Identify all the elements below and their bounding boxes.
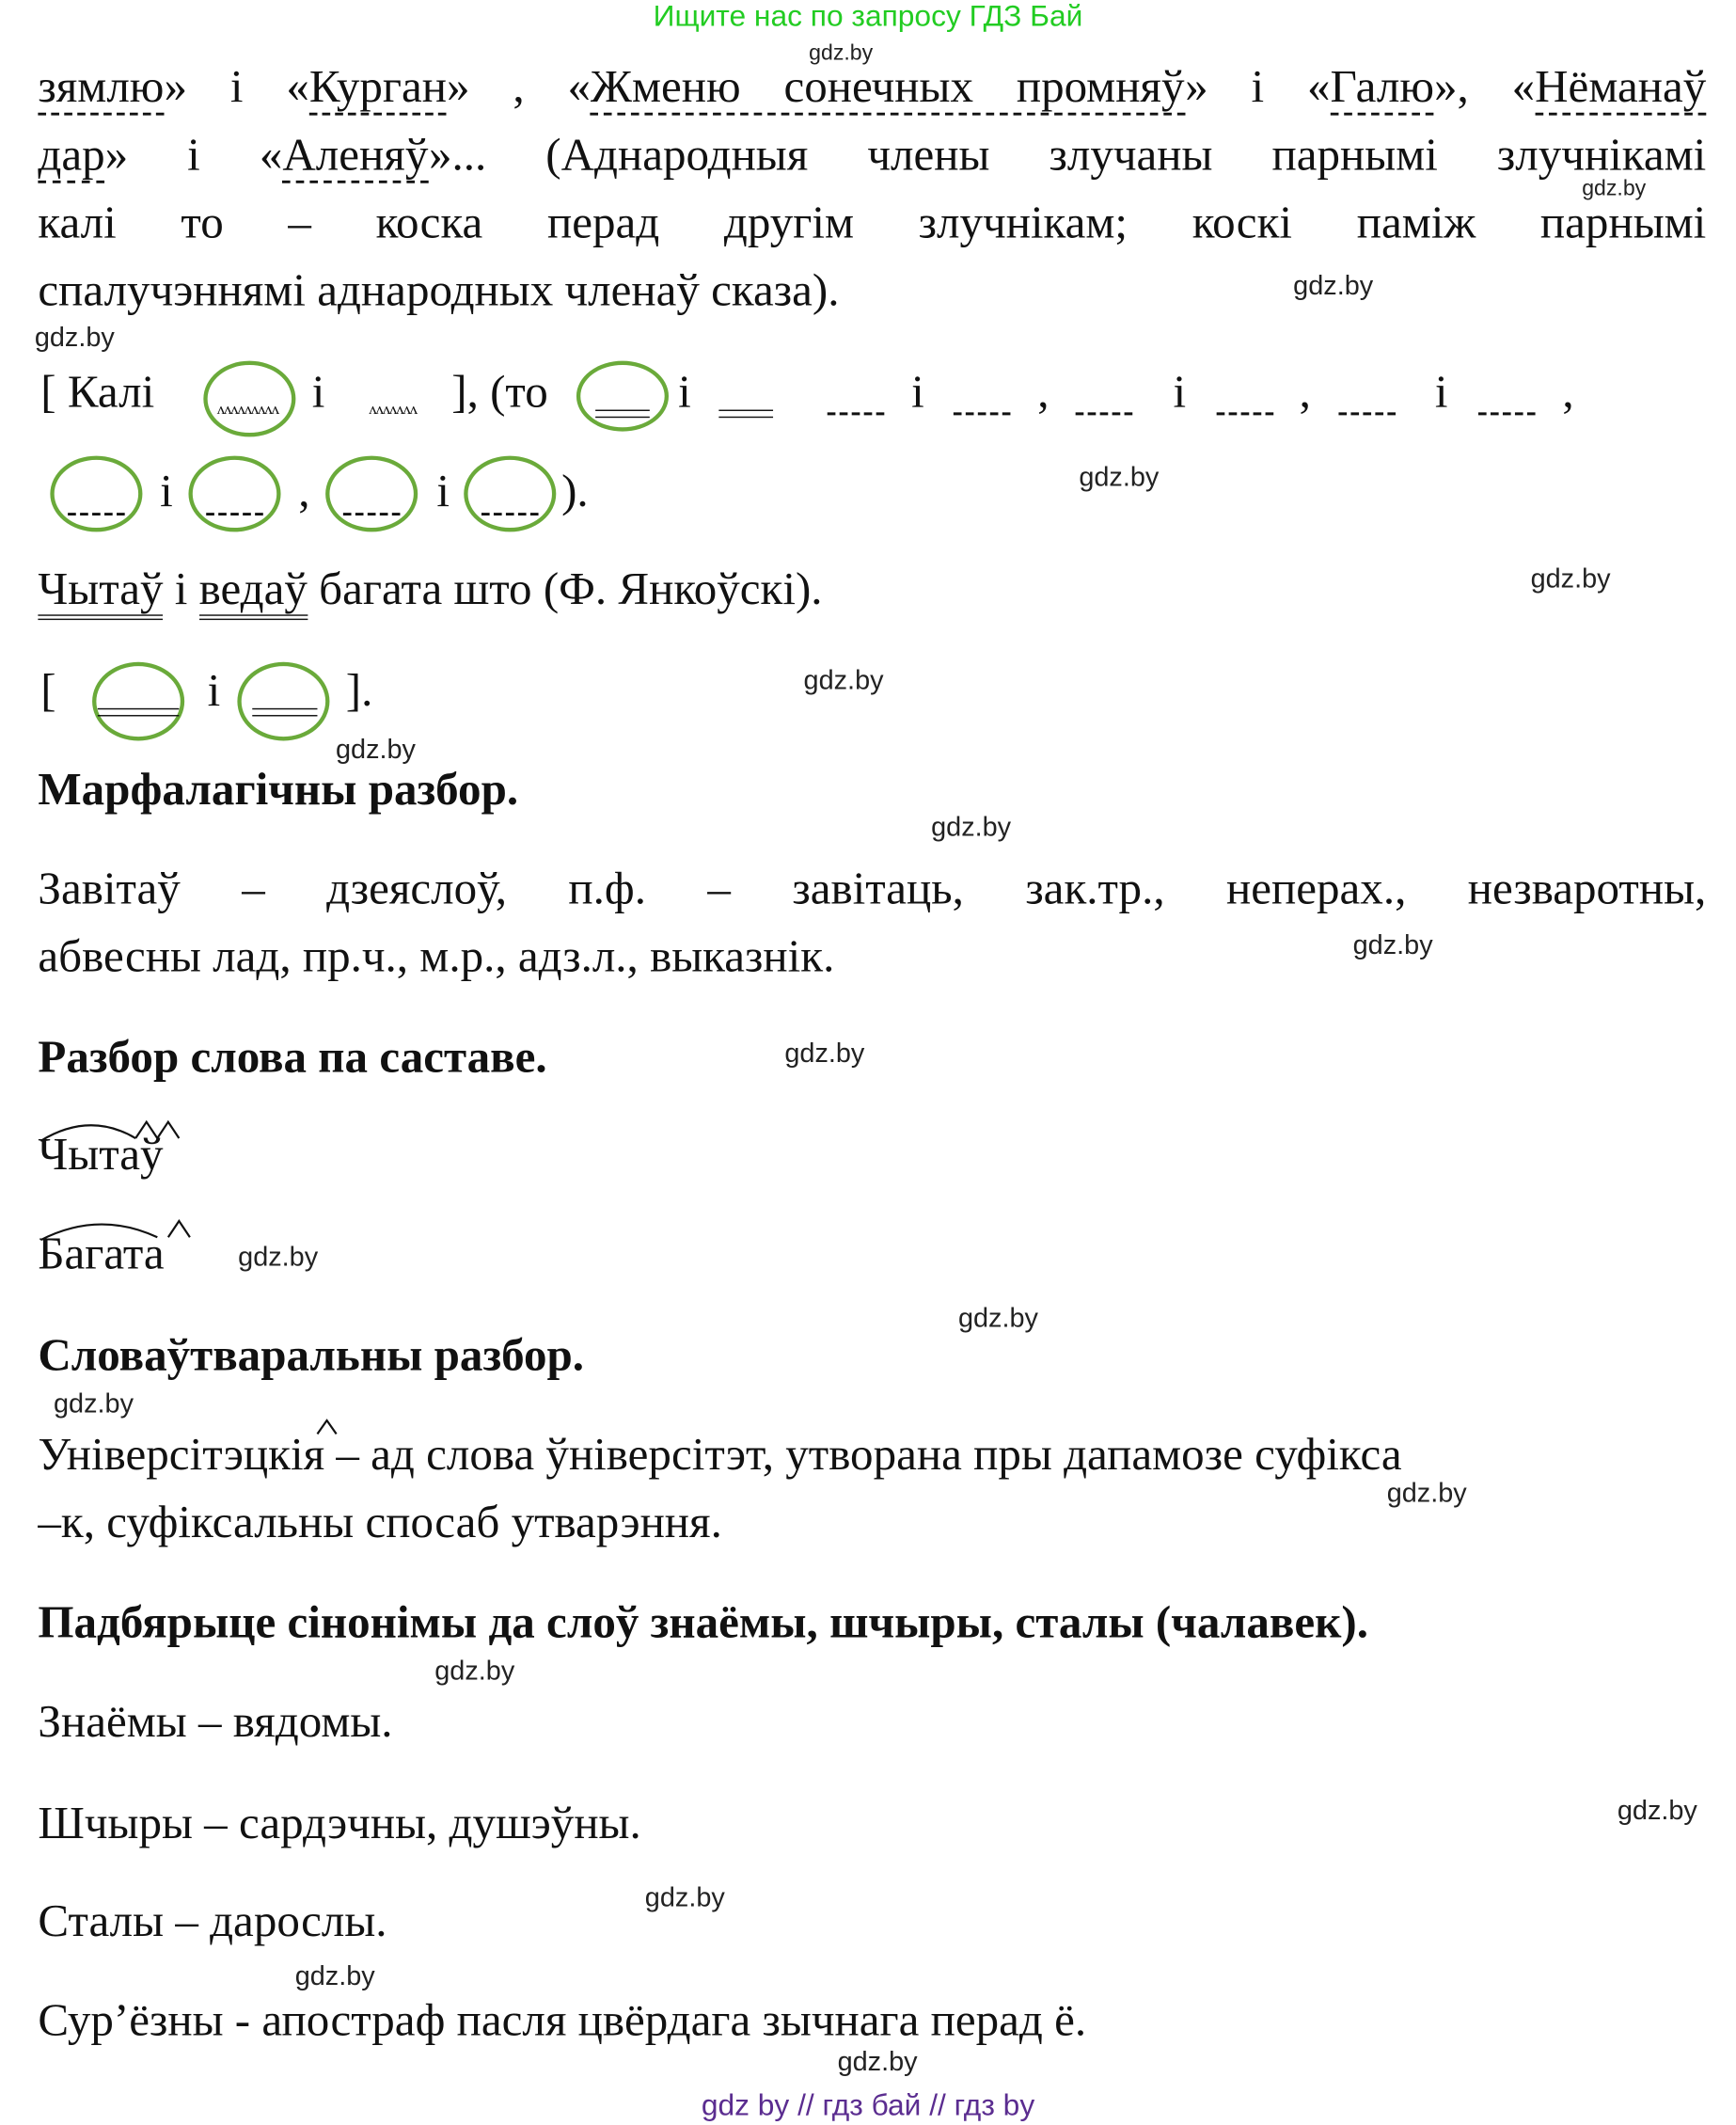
root-arc [40, 1225, 157, 1241]
watermark: gdz.by [644, 1882, 725, 1913]
word: Чытаў [38, 1130, 164, 1181]
conjunction: і [911, 367, 924, 419]
adverbial-wavy-line: ʌʌʌʌʌʌʌʌʌ [216, 399, 278, 419]
object-dashed-line [68, 513, 125, 515]
conjunction: і [678, 367, 691, 419]
ending-caret [168, 1221, 190, 1237]
text-segment: », « [1433, 62, 1536, 113]
watermark: gdz.by [1293, 271, 1374, 302]
derivation-line [38, 1430, 1402, 1481]
text-segment: »... (Аднародныя члены злучаны парнымі злучнікамі [428, 130, 1707, 181]
watermark: gdz.by [1582, 177, 1647, 201]
intro-line [38, 130, 1707, 181]
conjunction: і [207, 666, 221, 717]
object-dashed-line [1217, 412, 1274, 415]
watermark: gdz.by [54, 1388, 134, 1419]
underlined-title: Галю [1331, 62, 1434, 115]
watermark: gdz.by [837, 2047, 918, 2078]
composition-word [38, 1229, 165, 1279]
comma: , [298, 467, 310, 517]
homogeneous-member-circle [237, 662, 329, 741]
underlined-title: дар [38, 130, 104, 182]
homogeneous-member-circle [50, 456, 142, 532]
suffix-caret [316, 1419, 338, 1435]
underlined-title: зямлю [38, 62, 164, 115]
watermark: gdz.by [957, 1303, 1038, 1334]
morph-line: абвесны лад, пр.ч., м.р., адз.л., выказнік. [38, 931, 835, 983]
object-dashed-line [206, 513, 263, 515]
scheme-text: [ [40, 666, 56, 717]
scheme-text: ). [561, 467, 589, 517]
watermark: gdz.by [1617, 1796, 1697, 1827]
object-dashed-line [954, 412, 1011, 415]
example-sentence [38, 563, 823, 615]
comma: , [1037, 367, 1049, 419]
homogeneous-member-circle [576, 361, 669, 432]
watermark: gdz.by [434, 1656, 515, 1687]
watermark: gdz.by [931, 812, 1012, 843]
predicate-double-line [595, 410, 650, 419]
derivation-text: – ад слова ўніверсітэт, утворана пры дапамозе суфікса [324, 1430, 1402, 1481]
conjunction: і [1434, 367, 1448, 419]
homogeneous-member-circle [92, 662, 184, 741]
text-segment: » і « [164, 62, 309, 113]
object-dashed-line [1338, 412, 1396, 415]
text-segment: калі то – коска перад другім злучнікам; коскі паміж парнымі [38, 198, 1707, 248]
morpheme-marks [38, 1215, 200, 1243]
comma: , [1562, 367, 1574, 419]
sentence-text: багата што (Ф. Янкоўскі). [307, 563, 823, 615]
synonym-item: Сталы – дарослы. [38, 1896, 387, 1947]
homogeneous-member-circle [188, 456, 280, 532]
object-dashed-line [828, 412, 885, 415]
object-dashed-line [1478, 412, 1536, 415]
underlined-title: Жменю сонечных промняў [591, 62, 1185, 115]
underlined-title: Курган [309, 62, 447, 115]
object-dashed-line [1076, 412, 1133, 415]
watermark: gdz.by [803, 666, 884, 696]
root-arc [40, 1125, 135, 1141]
text-segment: » і « [104, 130, 283, 181]
synonym-item: Знаёмы – вядомы. [38, 1697, 393, 1748]
scheme-text: [ Калі [40, 367, 155, 419]
word: Універсітэцкія [38, 1430, 325, 1481]
underlined-title: Нёманаў [1535, 62, 1706, 115]
conjunction: і [1173, 367, 1187, 419]
section-heading-morphology: Марфалагічны разбор. [38, 765, 519, 816]
footer-links[interactable]: gdz by // гдз бай // гдз by [701, 2087, 1035, 2122]
conjunction: і [436, 467, 450, 517]
text-segment: » і « [1185, 62, 1331, 113]
derived-word [38, 1430, 324, 1480]
predicate-double-line [252, 708, 317, 717]
scheme-text: ], (то [451, 367, 548, 419]
synonym-item: Шчыры – сардэчны, душэўны. [38, 1799, 641, 1849]
intro-line [38, 62, 1707, 113]
conjunction: і [160, 467, 173, 517]
watermark: gdz.by [1079, 462, 1160, 493]
watermark: gdz.by [784, 1039, 865, 1070]
watermark: gdz.by [1386, 1478, 1467, 1509]
predicate-word: ведаў [199, 564, 308, 620]
morpheme-marks [38, 1117, 200, 1144]
intro-line [38, 200, 1706, 246]
predicate-double-line [98, 708, 180, 717]
watermark: gdz.by [1352, 930, 1433, 961]
morph-line: Завітаў – дзеяслоў, п.ф. – завітаць, зак.тр., неперах., незваротны, [38, 864, 1707, 915]
homogeneous-member-circle [325, 456, 418, 532]
object-dashed-line [343, 513, 401, 515]
section-heading-derivation: Словаўтваральны разбор. [38, 1330, 585, 1382]
intro-line [38, 265, 840, 317]
predicate-double-line [718, 410, 773, 419]
watermark: gdz.by [238, 1243, 319, 1273]
word: Багата [38, 1229, 165, 1279]
adverbial-wavy-line: ʌʌʌʌʌʌʌ [369, 399, 417, 419]
object-dashed-line [481, 513, 539, 515]
text-segment: спалучэннямі аднародных членаў сказа). [38, 265, 840, 317]
comma: , [1299, 367, 1311, 419]
scheme-text: ]. [345, 666, 373, 717]
suffix-carets [135, 1122, 179, 1138]
conjunction: і [163, 563, 199, 615]
predicate-word: Чытаў [38, 564, 163, 620]
section-heading-synonyms: Падбярыце сінонімы да слоў знаёмы, шчыры, сталы (чалавек). [38, 1597, 1368, 1649]
watermark: gdz.by [809, 41, 874, 66]
composition-word [38, 1130, 164, 1181]
section-heading-composition: Разбор слова па саставе. [38, 1032, 547, 1083]
watermark: gdz.by [294, 1961, 375, 1992]
site-banner[interactable]: Ищите нас по запросу ГДЗ Бай [653, 0, 1083, 33]
homogeneous-member-circle [464, 456, 556, 532]
apostrophe-note: Сур’ёзны - апостраф пасля цвёрдага зычнага перад ё. [38, 1995, 1087, 2046]
watermark: gdz.by [335, 735, 416, 766]
watermark: gdz.by [1530, 563, 1611, 595]
text-segment: » , « [447, 62, 592, 113]
watermark: gdz.by [34, 323, 115, 353]
conjunction: і [311, 367, 325, 419]
derivation-line: –к, суфіксальны спосаб утварэння. [38, 1498, 722, 1548]
underlined-title: Аленяў [282, 130, 429, 182]
